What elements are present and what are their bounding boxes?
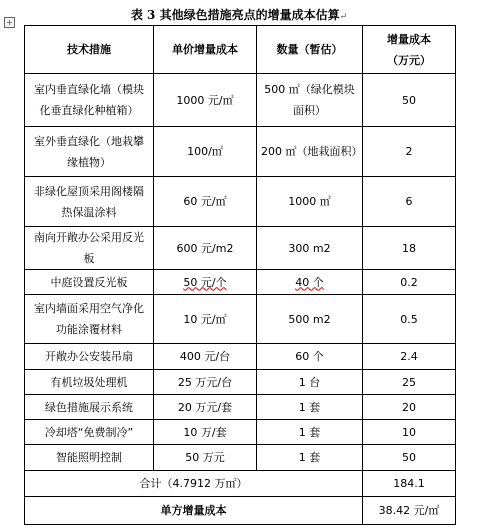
quantity-cell: 200 ㎡（地栽面积） bbox=[257, 127, 363, 177]
cost-cell: 20 bbox=[363, 395, 456, 420]
table-row bbox=[25, 177, 456, 227]
cost-cell: 50 bbox=[363, 445, 456, 471]
quantity-cell: 1 台 bbox=[257, 370, 363, 395]
table-row bbox=[25, 395, 456, 420]
total-label-cell: 合计（4.7912 万㎡） bbox=[25, 471, 363, 497]
table-row bbox=[25, 74, 456, 127]
quantity-cell: 1000 ㎡ bbox=[257, 177, 363, 227]
measure-cell: 中庭设置反光板 bbox=[25, 270, 154, 295]
total-row bbox=[25, 471, 456, 497]
caption-text: 表 3 其他绿色措施亮点的增量成本估算 bbox=[130, 8, 340, 22]
quantity-cell: 1 套 bbox=[257, 445, 363, 471]
quantity-cell: 1 套 bbox=[257, 420, 363, 445]
cost-cell: 2.4 bbox=[363, 344, 456, 370]
header-cell: 数量（暂估） bbox=[257, 26, 363, 74]
unit-cost-cell: 50 万元 bbox=[154, 445, 257, 471]
quantity-cell: 1 套 bbox=[257, 395, 363, 420]
cost-cell: 0.5 bbox=[363, 295, 456, 344]
header-cell: 单价增量成本 bbox=[154, 26, 257, 74]
quantity-cell: 300 m2 bbox=[257, 227, 363, 270]
measure-cell: 智能照明控制 bbox=[25, 445, 154, 471]
cost-cell: 25 bbox=[363, 370, 456, 395]
header-row bbox=[25, 26, 456, 74]
quantity-cell: 500 m2 bbox=[257, 295, 363, 344]
unit-cost-cell: 400 元/台 bbox=[154, 344, 257, 370]
cost-cell: 6 bbox=[363, 177, 456, 227]
paragraph-mark: ↵ bbox=[339, 12, 348, 22]
header-cell: 技术措施 bbox=[25, 26, 154, 74]
incremental-cost-table bbox=[24, 25, 456, 525]
measure-cell: 室内墙面采用空气净化功能涂覆材料 bbox=[25, 295, 154, 344]
unit-cost-label-cell: 单方增量成本 bbox=[25, 497, 363, 525]
move-anchor-icon[interactable]: + bbox=[4, 17, 15, 28]
table-row bbox=[25, 370, 456, 395]
unit-cost-cell: 600 元/m2 bbox=[154, 227, 257, 270]
table-caption bbox=[0, 6, 478, 23]
unit-cost-cell: 60 元/㎡ bbox=[154, 177, 257, 227]
cost-cell: 18 bbox=[363, 227, 456, 270]
table-row bbox=[25, 127, 456, 177]
measure-cell: 室内垂直绿化墙（模块化垂直绿化种植箱） bbox=[25, 74, 154, 127]
cost-cell: 0.2 bbox=[363, 270, 456, 295]
measure-cell: 室外垂直绿化（地栽攀缘植物） bbox=[25, 127, 154, 177]
unit-cost-cell: 10 万/套 bbox=[154, 420, 257, 445]
total-value-cell: 184.1 bbox=[363, 471, 456, 497]
unit-cost-cell: 25 万元/台 bbox=[154, 370, 257, 395]
table-row bbox=[25, 344, 456, 370]
cost-cell: 10 bbox=[363, 420, 456, 445]
cost-cell: 50 bbox=[363, 74, 456, 127]
unit-cost-cell: 20 万元/套 bbox=[154, 395, 257, 420]
header-cell: 增量成本（万元） bbox=[363, 26, 456, 74]
measure-cell: 绿色措施展示系统 bbox=[25, 395, 154, 420]
table-row bbox=[25, 445, 456, 471]
quantity-cell: 500 ㎡（绿化模块面积） bbox=[257, 74, 363, 127]
measure-cell: 有机垃圾处理机 bbox=[25, 370, 154, 395]
unit-cost-cell: 10 元/㎡ bbox=[154, 295, 257, 344]
unit-cost-cell: 100/㎡ bbox=[154, 127, 257, 177]
unit-cost-value-cell: 38.42 元/㎡ bbox=[363, 497, 456, 525]
quantity-cell: 40 个 bbox=[257, 270, 363, 295]
measure-cell: 开敞办公安装吊扇 bbox=[25, 344, 154, 370]
table-row bbox=[25, 295, 456, 344]
unit-cost-cell: 50 元/个 bbox=[154, 270, 257, 295]
unit-cost-cell: 1000 元/㎡ bbox=[154, 74, 257, 127]
measure-cell: 非绿化屋顶采用阁楼隔热保温涂料 bbox=[25, 177, 154, 227]
cost-cell: 2 bbox=[363, 127, 456, 177]
unit-cost-row bbox=[25, 497, 456, 525]
table-row bbox=[25, 227, 456, 270]
table-row bbox=[25, 420, 456, 445]
table-row bbox=[25, 270, 456, 295]
quantity-cell: 60 个 bbox=[257, 344, 363, 370]
measure-cell: 南向开敞办公采用反光板 bbox=[25, 227, 154, 270]
measure-cell: 冷却塔“免费制冷” bbox=[25, 420, 154, 445]
